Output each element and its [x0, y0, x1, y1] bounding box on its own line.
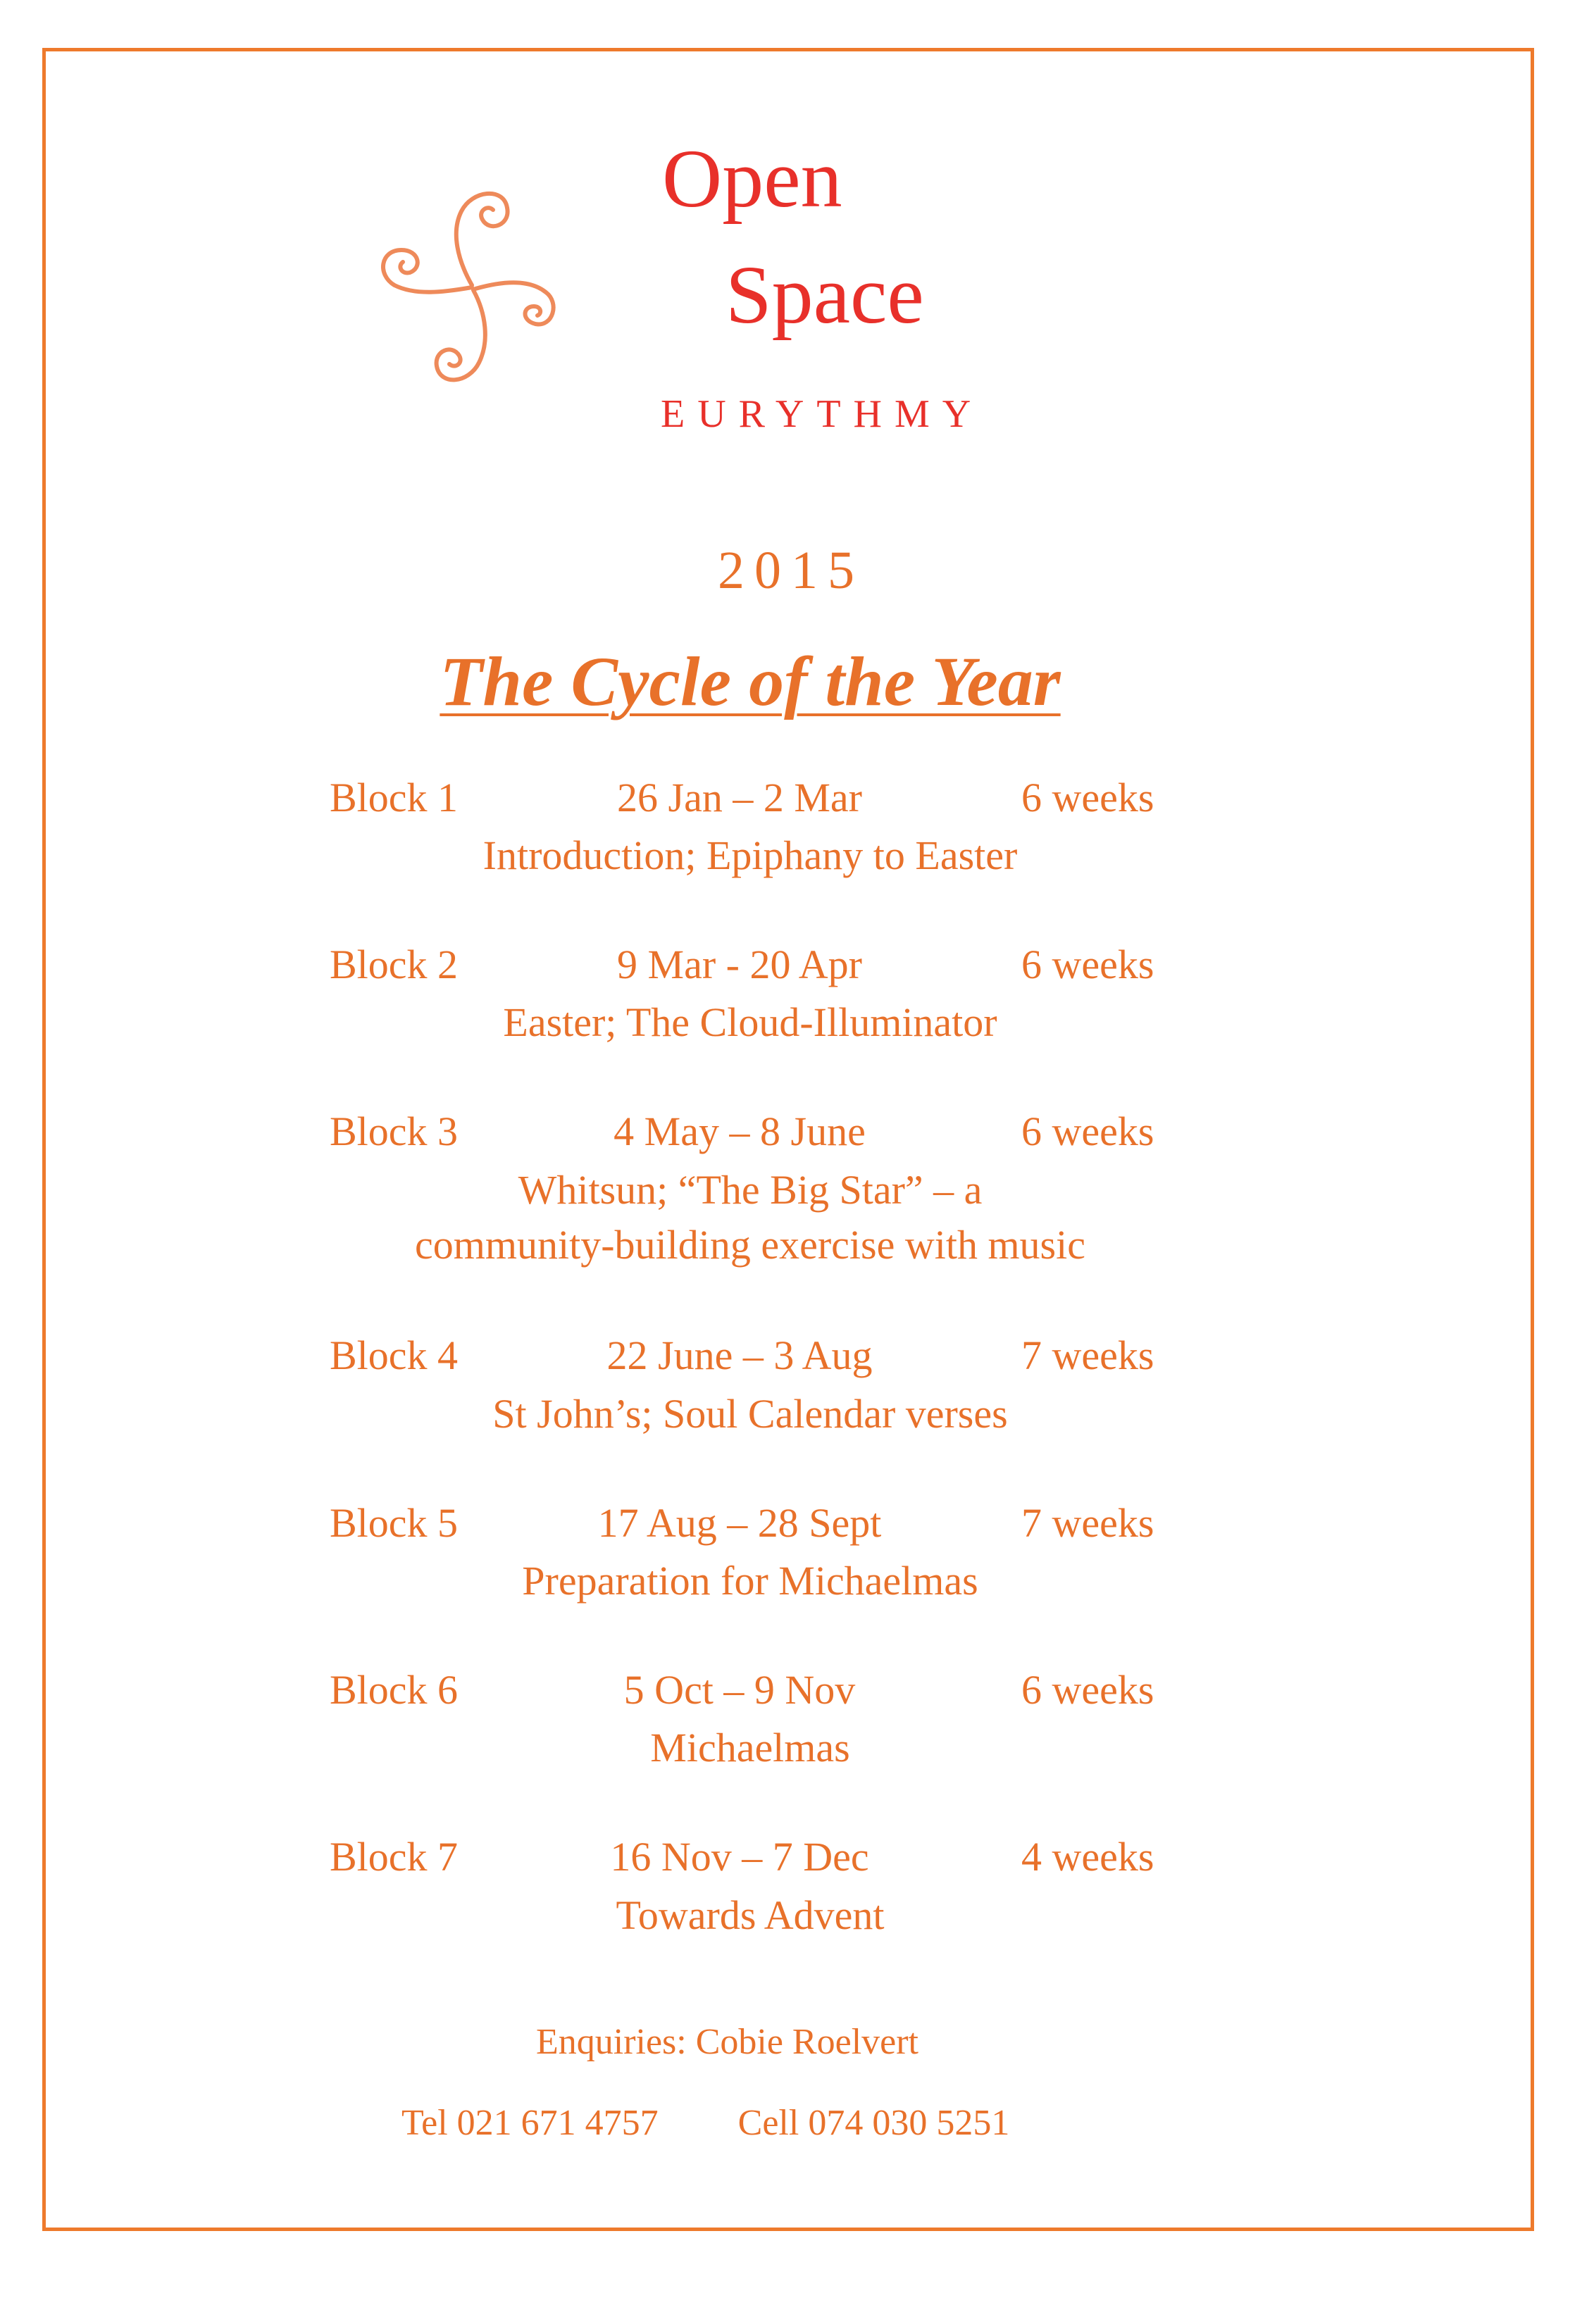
enquiries-contact: Enquiries: Cobie Roelvert — [535, 2022, 918, 2062]
logo-title-open: Open — [662, 132, 842, 225]
logo-subtitle-eurythmy: EURYTHMY — [661, 392, 984, 436]
block-description-5: Preparation for Michaelmas — [522, 1558, 978, 1604]
block-description-4: St John’s; Soul Calendar verses — [492, 1391, 1008, 1437]
page-heading: The Cycle of the Year — [440, 642, 1061, 720]
block-row-3 — [0, 1107, 1582, 1156]
phone-contacts — [401, 2102, 1009, 2144]
block-duration: 6 weeks — [1021, 1108, 1154, 1154]
block-description-7: Towards Advent — [616, 1892, 885, 1938]
block-description-6: Michaelmas — [650, 1725, 850, 1770]
cellphone-number: Cell 074 030 5251 — [737, 2103, 1010, 2143]
block-dates: 9 Mar - 20 Apr — [617, 942, 862, 987]
block-label: Block 7 — [330, 1834, 459, 1880]
block-description-3: Whitsun; “The Big Star” – a — [518, 1167, 983, 1213]
block-label: Block 2 — [330, 942, 459, 987]
block-dates: 22 June – 3 Aug — [606, 1332, 873, 1378]
block-label: Block 3 — [330, 1108, 459, 1154]
block-description-1: Introduction; Epiphany to Easter — [482, 832, 1018, 878]
block-label: Block 4 — [330, 1332, 459, 1378]
block-row-5 — [0, 1499, 1582, 1548]
telephone-number: Tel 021 671 4757 — [401, 2103, 659, 2143]
block-row-7 — [0, 1832, 1582, 1882]
block-dates: 17 Aug – 28 Sept — [597, 1500, 882, 1546]
block-row-4 — [0, 1331, 1582, 1380]
block-description-3-line2: community-building exercise with music — [415, 1222, 1085, 1268]
block-row-2 — [0, 940, 1582, 989]
block-duration: 7 weeks — [1021, 1500, 1154, 1546]
block-row-1 — [0, 773, 1582, 823]
logo-title-space: Space — [725, 249, 924, 341]
block-dates: 16 Nov – 7 Dec — [610, 1834, 869, 1880]
year-label: 2015 — [718, 541, 864, 600]
swirl-logo-icon — [366, 162, 585, 416]
block-dates: 5 Oct – 9 Nov — [623, 1667, 856, 1713]
block-label: Block 1 — [330, 775, 459, 820]
block-dates: 26 Jan – 2 Mar — [617, 775, 862, 820]
block-duration: 6 weeks — [1021, 775, 1154, 820]
block-dates: 4 May – 8 June — [614, 1108, 866, 1154]
block-description-2: Easter; The Cloud-Illuminator — [503, 999, 997, 1045]
block-row-6 — [0, 1666, 1582, 1715]
block-duration: 7 weeks — [1021, 1332, 1154, 1378]
block-duration: 6 weeks — [1021, 1667, 1154, 1713]
block-duration: 4 weeks — [1021, 1834, 1154, 1880]
block-label: Block 5 — [330, 1500, 459, 1546]
block-duration: 6 weeks — [1021, 942, 1154, 987]
block-label: Block 6 — [330, 1667, 459, 1713]
